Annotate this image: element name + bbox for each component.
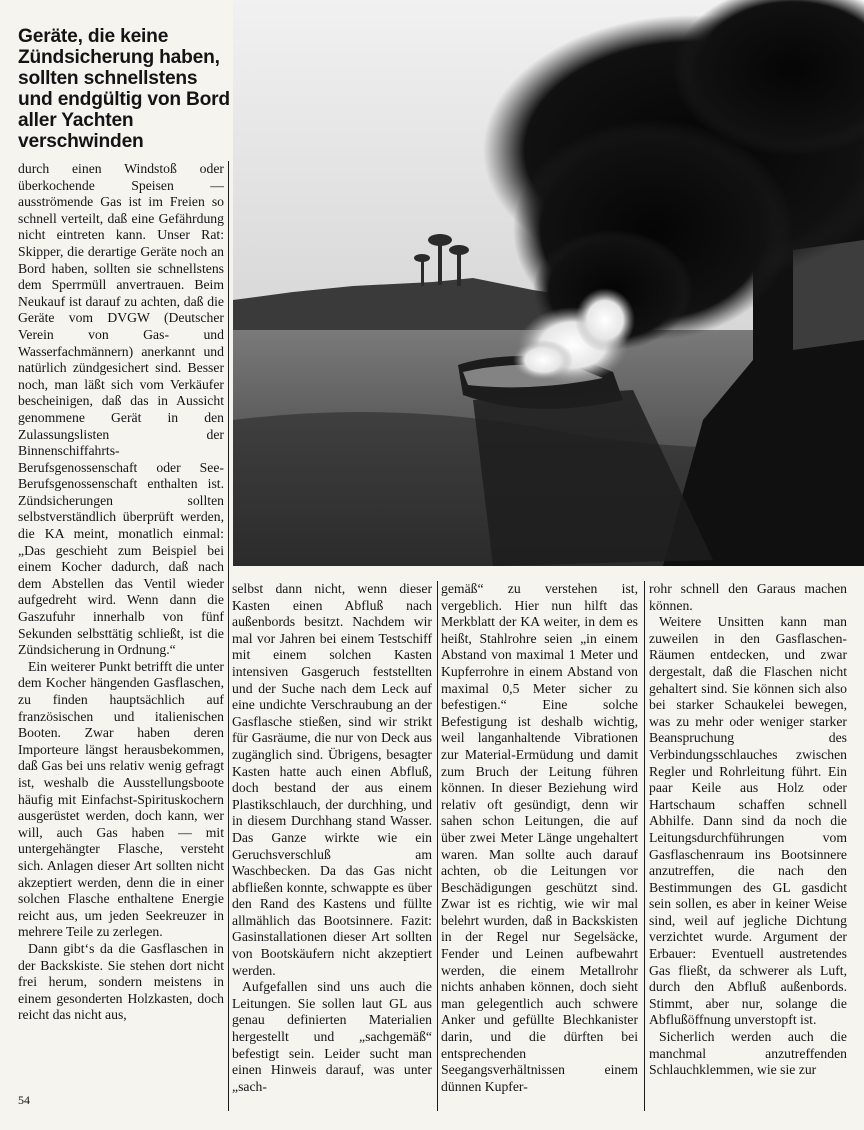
column-divider [228,161,229,1111]
column-divider [437,581,438,1111]
text-column-2 [232,581,432,1095]
text-column-1 [18,161,224,1024]
paragraph: Weitere Unsitten kann man zuweilen in den Gasflaschen-Räumen entdecken, und zwar dergestalt, daß die Flaschen nicht gehaltert sind. Sie können sich also bei starker Schaukelei bewegen, was zu mehr oder weniger starker Beanspruchung des Verbindungsschlauches zwischen Regler und Rohrleitung führt. Ein paar Keile aus Holz oder Hartschaum schaffen schnell Abhilfe. Dann sind da noch die Leitungsdurchführungen vom Gasflaschenraum ins Bootsinnere anzutreffen, die nach den Bestimmungen des GL gasdicht sein sollen, es aber in keiner Weise sind, weil auf jegliche Dichtung verzichtet wurde. Argument der Erbauer: Eventuell austretendes Gas fließt, da schwerer als Luft, durch den Abfluß außenbords. Stimmt, aber nur, solange die Abflußöffnung unverstopft ist. [649,614,847,1028]
paragraph: Dann gibt‘s da die Gasflaschen in der Backskiste. Sie stehen dort nicht frei herum, sondern meistens in einem gesonderten Holzkasten, doch reicht das nicht aus, [18,940,224,1023]
paragraph: Ein weiterer Punkt betrifft die unter dem Kocher hängenden Gasflaschen, zu finden hauptsächlich auf französischen und italienischen Booten. Zwar haben deren Importeure längst herausbekommen, daß Gas bei uns relativ wenig gefragt ist, weshalb die Ausstellungsboote häufig mit Einfachst-Spirituskochern ausgerüstet werden, doch kann, wer will, auch Gas haben — mit untergehängter Flasche, versteht sich. Anlagen dieser Art sollten nicht akzeptiert werden, denn die in einer solchen Flasche enthaltene Energie reicht aus, um jeden Seekreuzer in mehrere Teile zu zerlegen. [18,658,224,940]
page-number: 54 [18,1093,30,1107]
column-divider [644,581,645,1111]
paragraph: Sicherlich werden auch die manchmal anzutreffenden Schlauchklemmen, wie sie zur [649,1029,847,1078]
paragraph: gemäß“ zu verstehen ist, vergeblich. Hier nun hilft das Merkblatt der KA weiter, in dem es heißt, Stahlrohre seien „in einem Abstand von maximal 1 Meter und Kupferrohre in einem Abstand von maximal 0,5 Meter sicher zu befestigen.“ Eine solche Befestigung ist deshalb wichtig, weil langanhaltende Vibrationen zur Material-Ermüdung und damit zum Bruch der Leitung führen können. In dieser Beziehung wird relativ oft gesündigt, denn wir sahen schon Leitungen, die auf über zwei Meter Länge ungehaltert waren. Man sollte auch darauf achten, ob die Leitungen vor Beschädigungen geschützt sind. Zwar ist es richtig, wie wir mal belehrt wurden, daß in Backskisten in der Regel nur Segelsäcke, Fender und Leinen aufbewahrt werden, die einem Metallrohr nichts anhaben können, doch sieht man gelegentlich auch schwere Anker und gefüllte Blechkanister darin, und die dürften bei entsprechenden Seegangsverhältnissen einem dünnen Kupfer- [441,581,638,1094]
burning-boat-photo [233,0,864,566]
text-column-4 [649,581,847,1079]
photo-illustration [233,0,864,566]
paragraph: selbst dann nicht, wenn dieser Kasten einen Abfluß nach außenbords besitzt. Nachdem wir mal vor Jahren bei einem Testschiff mit einem solchen Kasten intensiven Gasgeruch feststellten und der Suche nach dem Leck auf eine undichte Verschraubung an der Gasflasche stießen, sind wir strikt für Gasräume, die nur von Deck aus zugänglich sind. Übrigens, besagter Kasten hatte auch einen Abfluß, doch bestand der aus einem Plastikschlauch, der durchhing, und in diesem Durchhang stand Wasser. Das Ganze wirkte wie ein Geruchsverschluß am Waschbecken. Da das Gas nicht abfließen konnte, schwappte es über den Rand des Kastens und füllte allmählich das Bootsinnere. Fazit: Gasinstallationen dieser Art sollten von Bootskäufern nicht akzeptiert werden. [232,581,432,978]
text-column-3 [441,581,638,1095]
paragraph: Aufgefallen sind uns auch die Leitungen. Sie sollen laut GL aus genau definierten Materialien hergestellt und „sachgemäß“ befestigt sein. Leider sucht man einen Hinweis darauf, was unter „sach- [232,979,432,1094]
article-headline: Geräte, die keine Zündsicherung haben, sollten schnellstens und endgültig von Bord aller Yachten verschwinden [18,26,230,152]
paragraph: durch einen Windstoß oder überkochende Speisen — ausströmende Gas ist im Freien so schnell verteilt, daß eine Gefährdung nicht eintreten kann. Unser Rat: Skipper, die derartige Geräte noch an Bord haben, sollten sie schnellstens dem Sperrmüll anvertrauen. Beim Neukauf ist darauf zu achten, daß die Geräte vom DVGW (Deutscher Verein von Gas- und Wasserfachmännern) anerkannt und natürlich zündgesichert sind. Besser noch, man läßt sich vom Verkäufer bescheinigen, daß das in Aussicht genommene Gerät in den Zulassungslisten der Binnenschiffahrts-Berufsgenossenschaft oder See-Berufsgenossenschaft enthalten ist. Zündsicherungen sollten selbstverständlich überprüft werden, die KA meint, monatlich einmal: „Das geschieht zum Beispiel bei einem Kocher dadurch, daß nach dem Abstellen das Ventil wieder aufgedreht wird. Wenn dann die Gaszufuhr innerhalb von fünf Sekunden selbsttätig schließt, ist die Zündsicherung in Ordnung.“ [18,161,224,658]
paragraph: rohr schnell den Garaus machen können. [649,581,847,613]
